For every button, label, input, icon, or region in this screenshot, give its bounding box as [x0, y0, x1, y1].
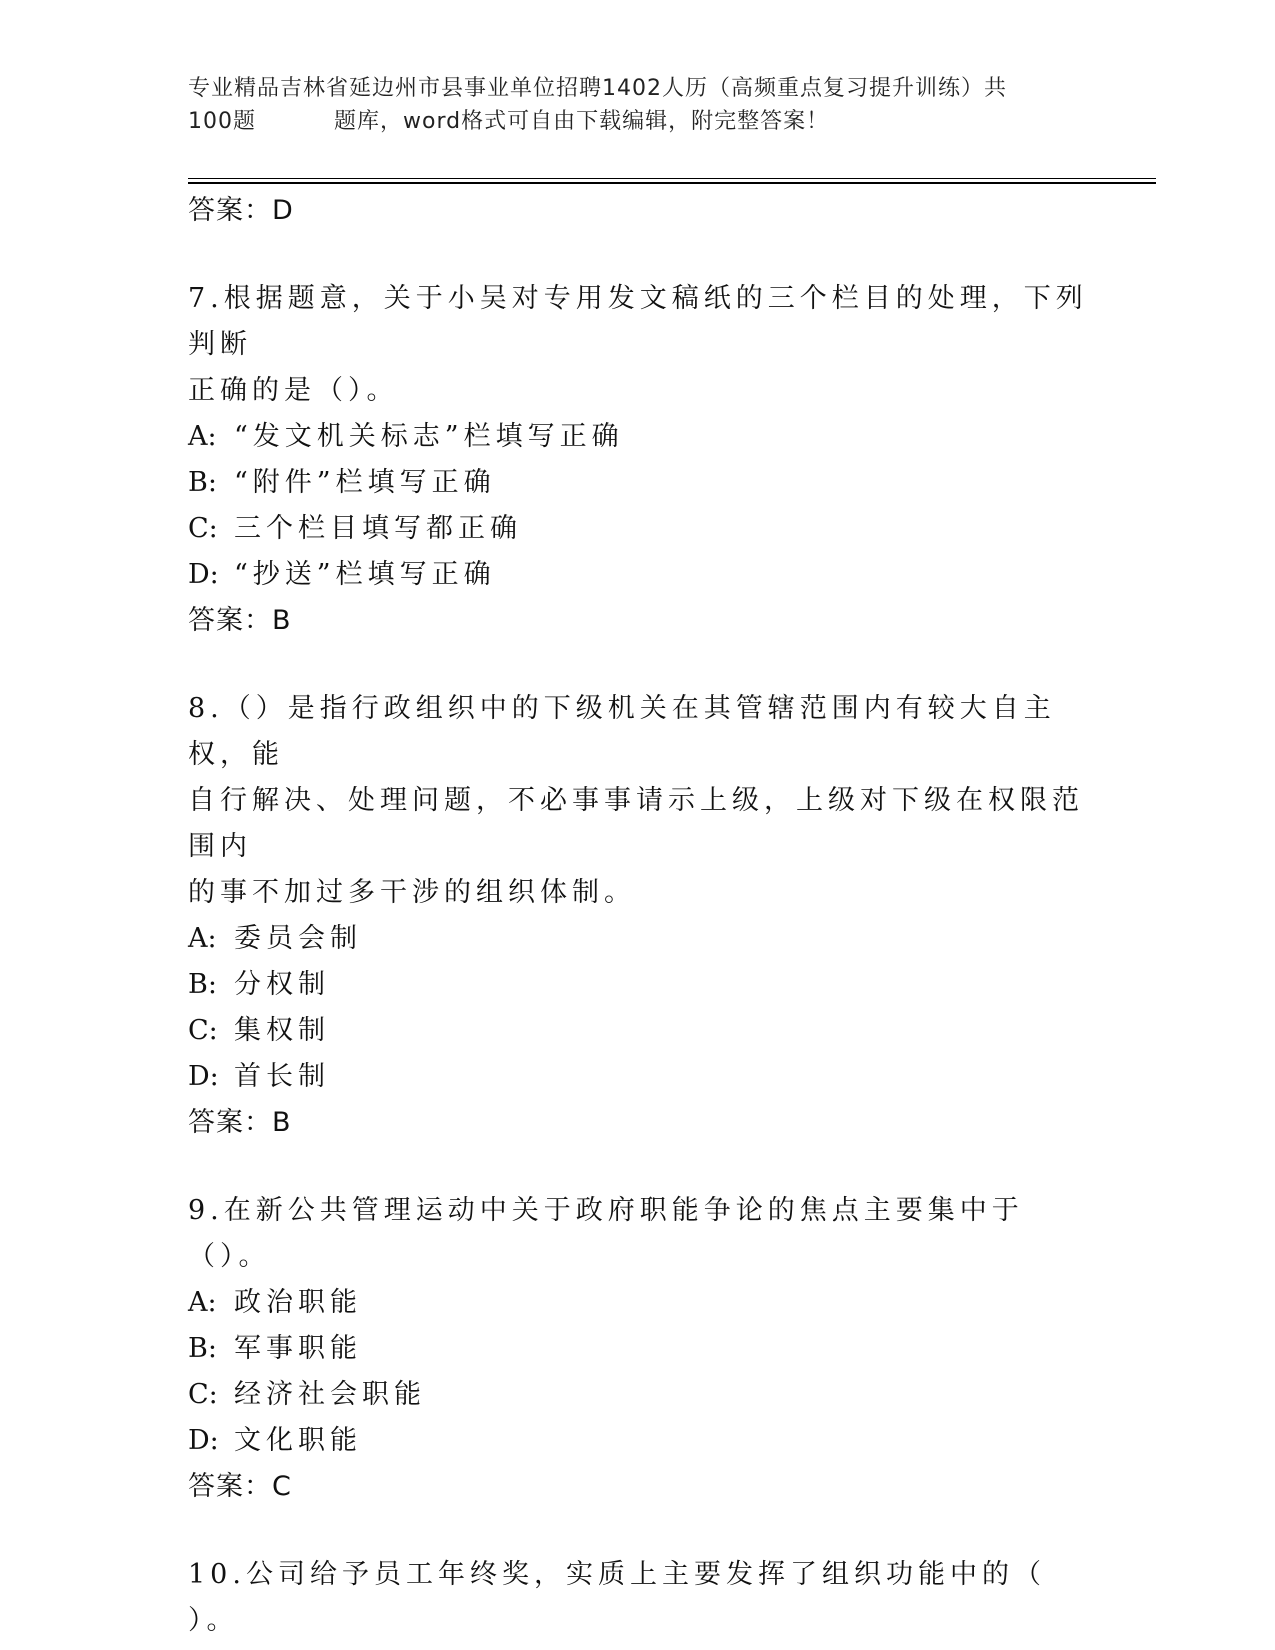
- option-b: [188, 460, 1088, 506]
- header-line-1: 专业精品吉林省延边州市县事业单位招聘1402人历（高频重点复习提升训练）共: [188, 76, 1007, 101]
- document-body: [188, 188, 1088, 1644]
- option-text: 文化职能: [234, 1425, 362, 1456]
- option-a: [188, 1280, 1088, 1326]
- option-key: C:: [188, 513, 218, 544]
- question-9: [188, 1188, 1088, 1510]
- question-line: 10.公司给予员工年终奖，实质上主要发挥了组织功能中的（: [188, 1559, 1046, 1590]
- option-d: [188, 552, 1088, 598]
- option-c: [188, 1372, 1088, 1418]
- option-text: 军事职能: [234, 1333, 362, 1364]
- option-text: 集权制: [234, 1015, 330, 1046]
- option-text: 政治职能: [234, 1287, 362, 1318]
- option-c: [188, 506, 1088, 552]
- option-text: 三个栏目填写都正确: [234, 513, 522, 544]
- option-key: A:: [188, 923, 217, 954]
- option-key: D:: [188, 1425, 219, 1456]
- question-line: 自行解决、处理问题，不必事事请示上级，上级对下级在权限范围内: [188, 785, 1084, 862]
- option-d: [188, 1418, 1088, 1464]
- question-text: [188, 1552, 1088, 1644]
- question-7: [188, 276, 1088, 644]
- question-10: [188, 1552, 1088, 1644]
- option-b: [188, 962, 1088, 1008]
- question-line: 正确的是（）。: [188, 375, 399, 406]
- question-line: 8.（）是指行政组织中的下级机关在其管辖范围内有较大自主权，能: [188, 693, 1056, 770]
- option-key: D:: [188, 1061, 219, 1092]
- option-key: B:: [188, 467, 217, 498]
- header-line-2: [188, 105, 1088, 138]
- option-a: [188, 414, 1088, 460]
- header-rule-thick: [188, 182, 1156, 184]
- option-text: 委员会制: [234, 923, 362, 954]
- page-header: [188, 72, 1088, 138]
- question-line: 9.在新公共管理运动中关于政府职能争论的焦点主要集中于（）。: [188, 1195, 1024, 1272]
- option-key: D:: [188, 559, 219, 590]
- header-rule-thin: [188, 178, 1156, 179]
- option-text: 首长制: [234, 1061, 330, 1092]
- answer-q9: 答案：C: [188, 1471, 292, 1502]
- answer-q7: 答案：B: [188, 605, 292, 636]
- option-key: B:: [188, 969, 217, 1000]
- option-key: A:: [188, 1287, 217, 1318]
- question-8: [188, 686, 1088, 1146]
- answer-q8: 答案：B: [188, 1107, 292, 1138]
- question-line: 的事不加过多干涉的组织体制。: [188, 877, 636, 908]
- option-key: C:: [188, 1379, 218, 1410]
- question-text: [188, 1188, 1088, 1280]
- question-line: 7.根据题意，关于小吴对专用发文稿纸的三个栏目的处理，下列判断: [188, 283, 1088, 360]
- option-text: “抄送”栏填写正确: [234, 559, 496, 590]
- option-key: C:: [188, 1015, 218, 1046]
- option-key: B:: [188, 1333, 217, 1364]
- option-text: 经济社会职能: [234, 1379, 426, 1410]
- question-text: [188, 276, 1088, 414]
- option-a: [188, 916, 1088, 962]
- header-question-count: 100题: [188, 109, 256, 134]
- option-d: [188, 1054, 1088, 1100]
- option-key: A:: [188, 421, 217, 452]
- option-b: [188, 1326, 1088, 1372]
- header-description: 题库，word格式可自由下载编辑，附完整答案！: [334, 109, 830, 134]
- question-line: ）。: [188, 1605, 239, 1636]
- answer-q6: 答案：D: [188, 195, 294, 226]
- option-text: “发文机关标志”栏填写正确: [234, 421, 624, 452]
- option-c: [188, 1008, 1088, 1054]
- option-text: “附件”栏填写正确: [234, 467, 496, 498]
- option-text: 分权制: [234, 969, 330, 1000]
- question-text: [188, 686, 1088, 916]
